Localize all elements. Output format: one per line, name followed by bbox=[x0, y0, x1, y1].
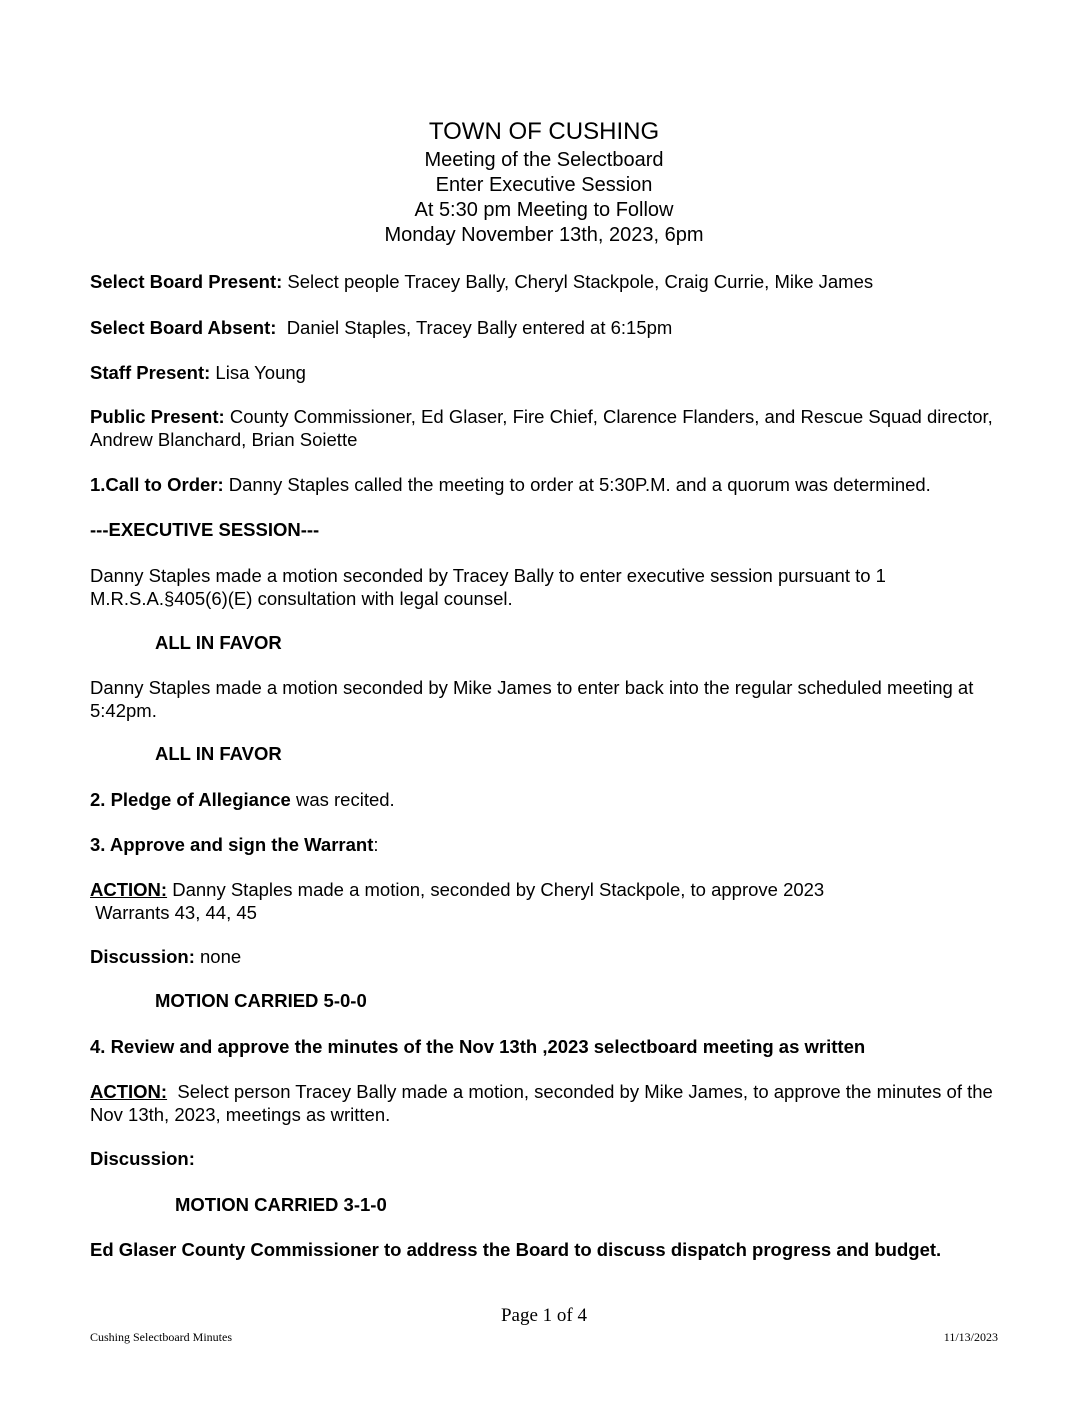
warrant-action-text: Danny Staples made a motion, seconded by Cheryl Stackpole, to approve 2023 bbox=[167, 879, 825, 900]
vote-result-2: ALL IN FAVOR bbox=[155, 743, 282, 764]
minutes-action bbox=[90, 1080, 1000, 1126]
minutes-discussion-label: Discussion: bbox=[90, 1148, 195, 1169]
executive-session-heading: ---EXECUTIVE SESSION--- bbox=[90, 519, 320, 540]
minutes-heading: 4. Review and approve the minutes of the Nov 13th ,2023 selectboard meeting as written bbox=[90, 1036, 866, 1057]
pledge-item bbox=[90, 788, 1000, 811]
warrant-discussion-label: Discussion: bbox=[90, 946, 195, 967]
footer-date: 11/13/2023 bbox=[943, 1330, 998, 1344]
public-label: Public Present: bbox=[90, 406, 225, 427]
warrant-action-text-2: Warrants 43, 44, 45 bbox=[90, 902, 257, 923]
absent-label: Select Board Absent: bbox=[90, 317, 277, 338]
staff-present bbox=[90, 361, 1000, 384]
meeting-subtitle: Meeting of the Selectboard bbox=[424, 149, 664, 171]
warrant-result: MOTION CARRIED 5-0-0 bbox=[155, 990, 367, 1011]
warrant-discussion-text: none bbox=[194, 946, 242, 967]
minutes-action-label: ACTION: bbox=[90, 1081, 168, 1102]
session-subtitle: Enter Executive Session bbox=[435, 174, 653, 196]
staff-text: Lisa Young bbox=[210, 362, 306, 383]
absent-text: Daniel Staples, Tracey Bally entered at 6:15pm bbox=[276, 317, 673, 338]
call-to-order bbox=[90, 473, 1000, 496]
call-to-order-text: Danny Staples called the meeting to order at 5:30P.M. and a quorum was determined. bbox=[223, 474, 931, 495]
time-subtitle: At 5:30 pm Meeting to Follow bbox=[414, 199, 674, 221]
date-subtitle: Monday November 13th, 2023, 6pm bbox=[384, 224, 704, 246]
staff-label: Staff Present: bbox=[90, 362, 211, 383]
minutes-result: MOTION CARRIED 3-1-0 bbox=[175, 1194, 387, 1215]
page-number: Page 1 of 4 bbox=[500, 1305, 587, 1326]
footer-document-name: Cushing Selectboard Minutes bbox=[90, 1330, 232, 1344]
minutes-action-text: Select person Tracey Bally made a motion, seconded by Mike James, to approve the minutes of the Nov 13th, 2023, meetings as written. bbox=[90, 1081, 998, 1125]
warrant-action-label: ACTION: bbox=[90, 879, 168, 900]
executive-motion-2: Danny Staples made a motion seconded by Mike James to enter back into the regular scheduled meeting at 5:42pm. bbox=[90, 677, 974, 721]
town-title: TOWN OF CUSHING bbox=[428, 118, 660, 145]
pledge-text: was recited. bbox=[290, 789, 395, 810]
document-header bbox=[0, 116, 1088, 248]
warrant-heading-suffix: : bbox=[373, 834, 379, 855]
warrant-heading-text: 3. Approve and sign the Warrant bbox=[90, 834, 374, 855]
warrant-discussion bbox=[90, 945, 1000, 968]
pledge-label: 2. Pledge of Allegiance bbox=[90, 789, 291, 810]
commissioner-heading: Ed Glaser County Commissioner to address the Board to discuss dispatch progress and budget. bbox=[90, 1239, 942, 1260]
select-board-present bbox=[90, 270, 1000, 293]
call-to-order-label: 1.Call to Order: bbox=[90, 474, 224, 495]
public-present bbox=[90, 405, 1000, 451]
vote-result-1: ALL IN FAVOR bbox=[155, 632, 282, 653]
executive-motion-1: Danny Staples made a motion seconded by Tracey Bally to enter executive session pursuant to 1 M.R.S.A.§405(6)(E) consultation with legal counsel. bbox=[90, 565, 886, 609]
public-text: County Commissioner, Ed Glaser, Fire Chief, Clarence Flanders, and Rescue Squad director, Andrew Blanchard, Brian Soiette bbox=[90, 406, 993, 450]
present-text: Select people Tracey Bally, Cheryl Stackpole, Craig Currie, Mike James bbox=[282, 271, 874, 292]
warrant-action bbox=[90, 878, 1000, 924]
select-board-absent bbox=[90, 316, 1000, 339]
warrant-heading bbox=[90, 833, 1000, 856]
present-label: Select Board Present: bbox=[90, 271, 283, 292]
